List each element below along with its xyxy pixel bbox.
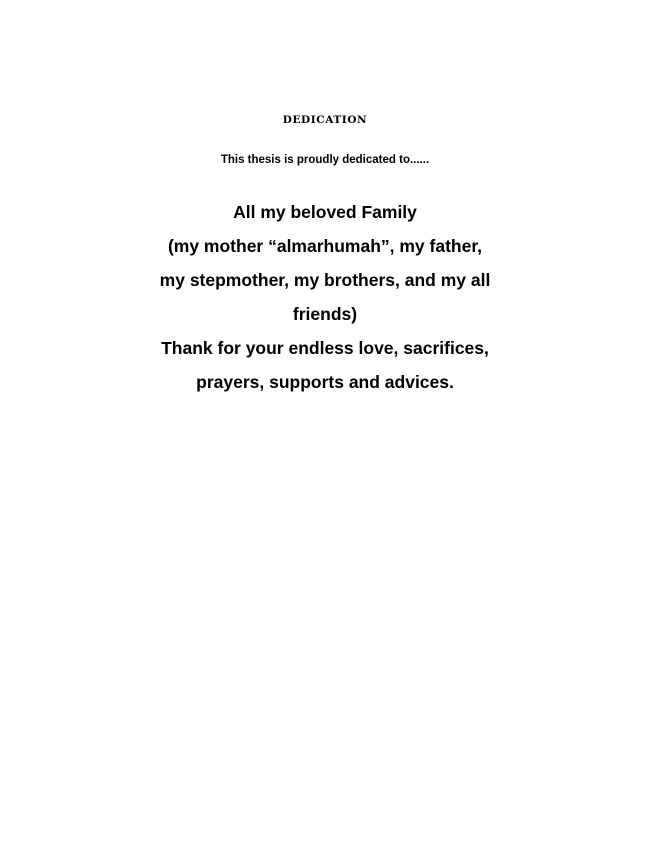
dedication-heading: DEDICATION [282,114,368,126]
dedication-intro: This thesis is proudly dedicated to...... [220,154,430,166]
dedication-line: my stepmother, my brothers, and my all [159,270,491,290]
dedication-line: Thank for your endless love, sacrifices, [161,338,489,358]
dedication-line: (my mother “almarhumah”, my father, [167,236,483,256]
dedication-line: prayers, supports and advices. [196,372,454,392]
dedication-body [120,198,530,402]
dedication-line: friends) [292,304,358,324]
dedication-line: All my beloved Family [233,202,417,222]
